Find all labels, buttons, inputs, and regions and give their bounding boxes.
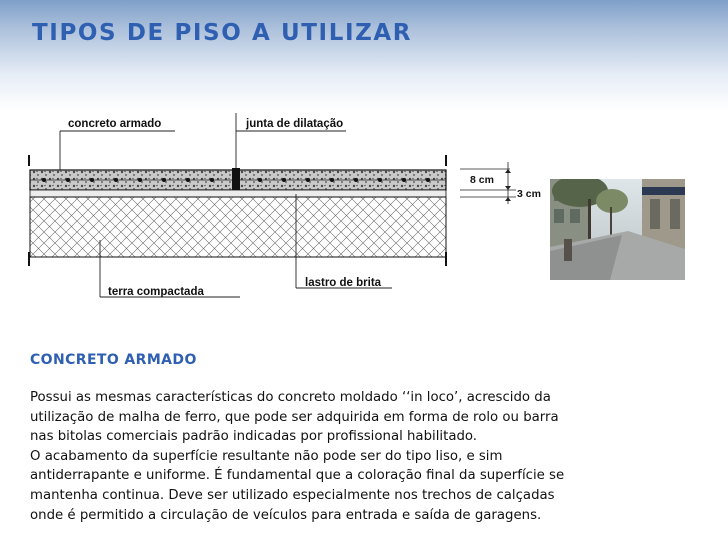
dim-8cm: 8 cm	[470, 174, 494, 186]
dimension-arrow	[505, 197, 511, 201]
label-lastro-brita: lastro de brita	[305, 277, 382, 289]
gravel-bed	[30, 190, 446, 197]
dimension-arrow	[505, 169, 511, 173]
label-terra-compactada: terra compactada	[108, 286, 204, 298]
pavement-section-diagram	[0, 100, 560, 310]
section-title: CONCRETO ARMADO	[30, 352, 197, 368]
sidewalk-photo	[550, 179, 685, 280]
label-concreto-armado: concreto armado	[68, 118, 162, 130]
section-body: Possui as mesmas características do concreto moldado ‘‘in loco’, acrescido da utilização de malha de ferro, que pode ser adquirida em forma de rolo ou barra nas bitolas comerciais padrão indicadas por profissional habilitado. O acabamento da superfície resultante não pode ser do tipo liso, e sim antiderrapante e uniforme. É fundamental que a coloração final da superfície se mantenha continua. Deve ser utilizado especialmente nos trechos de calçadas onde é permitido a circulação de veículos para entrada e saída de garagens.	[30, 390, 565, 523]
dimension-arrow	[505, 186, 511, 190]
page-title: TIPOS DE PISO A UTILIZAR	[32, 20, 413, 46]
compacted-earth	[30, 197, 446, 257]
expansion-joint	[232, 168, 240, 192]
dim-3cm: 3 cm	[517, 188, 541, 200]
label-junta-dilatacao: junta de dilatação	[246, 118, 344, 130]
